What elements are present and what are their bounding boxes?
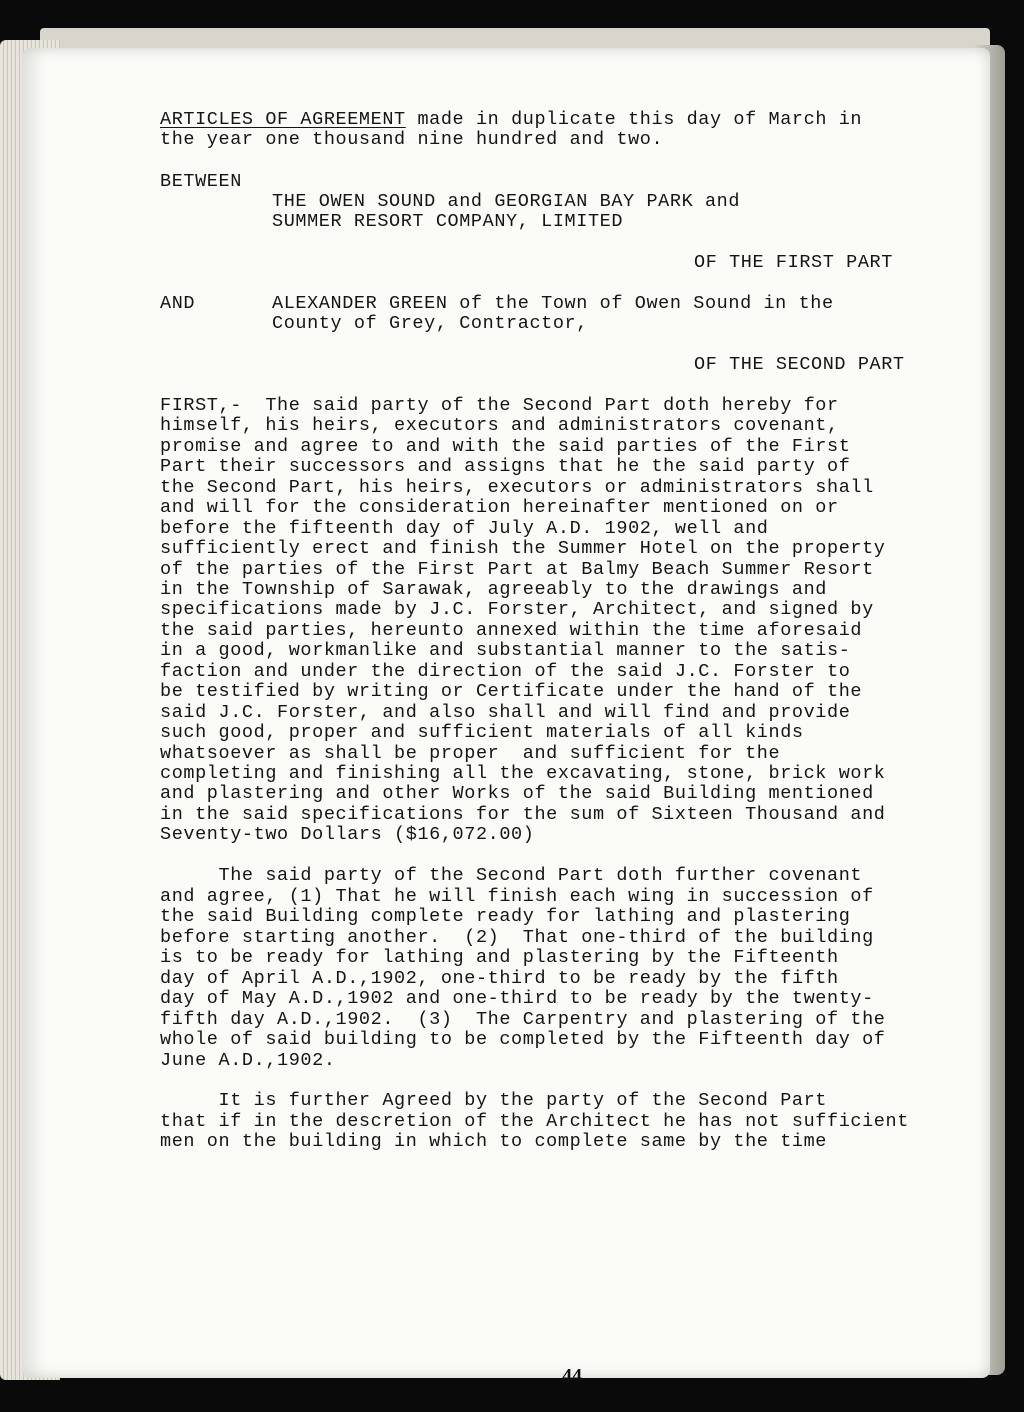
and-label: AND <box>160 293 196 314</box>
paragraph-line: and plastering and other Works of the said Building mentioned <box>160 783 874 804</box>
paragraph-line: of the parties of the First Part at Balmy Beach Summer Resort <box>160 559 874 580</box>
between-label: BETWEEN <box>160 171 242 192</box>
paragraph-line: that if in the descretion of the Architect he has not sufficient <box>160 1111 909 1132</box>
paragraph-line: in a good, workmanlike and substantial manner to the satis- <box>160 640 851 661</box>
second-party-line-1: ALEXANDER GREEN of the Town of Owen Sound in the <box>272 293 834 314</box>
page-number: 44 <box>562 1365 582 1387</box>
second-party-line-2: County of Grey, Contractor, <box>272 313 588 334</box>
paragraph-line: sufficiently erect and finish the Summer Hotel on the property <box>160 538 886 559</box>
paragraph-line: in the said specifications for the sum of Sixteen Thousand and <box>160 804 886 825</box>
paragraph-line: the said parties, hereunto annexed within the time aforesaid <box>160 620 863 641</box>
paragraph-line: before starting another. (2) That one-third of the building <box>160 927 874 948</box>
paragraph-line: The said party of the Second Part doth further covenant <box>160 865 863 886</box>
paragraph-line: whatsoever as shall be proper and sufficient for the <box>160 743 781 764</box>
paragraph-line: completing and finishing all the excavating, stone, brick work <box>160 763 886 784</box>
paragraph-line: himself, his heirs, executors and administrators covenant, <box>160 415 839 436</box>
paragraph-line: FIRST,- The said party of the Second Part doth hereby for <box>160 395 839 416</box>
paragraph-line: and agree, (1) That he will finish each wing in succession of <box>160 886 874 907</box>
paragraph-line: It is further Agreed by the party of the Second Part <box>160 1090 828 1111</box>
paragraph-line: fifth day A.D.,1902. (3) The Carpentry and plastering of the <box>160 1009 886 1030</box>
paragraph-line: day of May A.D.,1902 and one-third to be ready by the twenty- <box>160 988 874 1009</box>
intro-rest: made in duplicate this day of March in <box>405 109 863 130</box>
title-phrase: ARTICLES OF AGREEMENT <box>160 109 406 130</box>
paragraph-line: and will for the consideration hereinafter mentioned on or <box>160 497 839 518</box>
paragraph-line: is to be ready for lathing and plastering by the Fifteenth <box>160 947 839 968</box>
second-part-label: OF THE SECOND PART <box>694 354 905 375</box>
intro-line-1 <box>160 110 862 130</box>
paragraph-line: faction and under the direction of the said J.C. Forster to <box>160 661 851 682</box>
document-page <box>22 48 990 1387</box>
paragraph-line: promise and agree to and with the said parties of the First <box>160 436 851 457</box>
paragraph-line: June A.D.,1902. <box>160 1050 336 1071</box>
first-party-line-1: THE OWEN SOUND and GEORGIAN BAY PARK and <box>272 191 741 212</box>
first-part-label: OF THE FIRST PART <box>694 252 893 273</box>
paragraph-line: men on the building in which to complete same by the time <box>160 1131 828 1152</box>
intro-line-2: the year one thousand nine hundred and two. <box>160 129 664 150</box>
first-party-line-2: SUMMER RESORT COMPANY, LIMITED <box>272 211 624 232</box>
paragraph-line: be testified by writing or Certificate under the hand of the <box>160 681 863 702</box>
paragraph-line: before the fifteenth day of July A.D. 1902, well and <box>160 518 769 539</box>
paragraph-line: the said Building complete ready for lathing and plastering <box>160 906 851 927</box>
paragraph-line: day of April A.D.,1902, one-third to be ready by the fifth <box>160 968 839 989</box>
paragraph-line: such good, proper and sufficient materials of all kinds <box>160 722 804 743</box>
paragraph-line: Seventy-two Dollars ($16,072.00) <box>160 824 535 845</box>
paragraph-line: Part their successors and assigns that he the said party of <box>160 456 851 477</box>
paragraph-line: whole of said building to be completed by the Fifteenth day of <box>160 1029 886 1050</box>
paragraph-line: in the Township of Sarawak, agreeably to the drawings and <box>160 579 828 600</box>
paragraph-line: specifications made by J.C. Forster, Architect, and signed by <box>160 599 874 620</box>
paragraph-line: the Second Part, his heirs, executors or administrators shall <box>160 477 874 498</box>
paragraph-line: said J.C. Forster, and also shall and will find and provide <box>160 702 851 723</box>
